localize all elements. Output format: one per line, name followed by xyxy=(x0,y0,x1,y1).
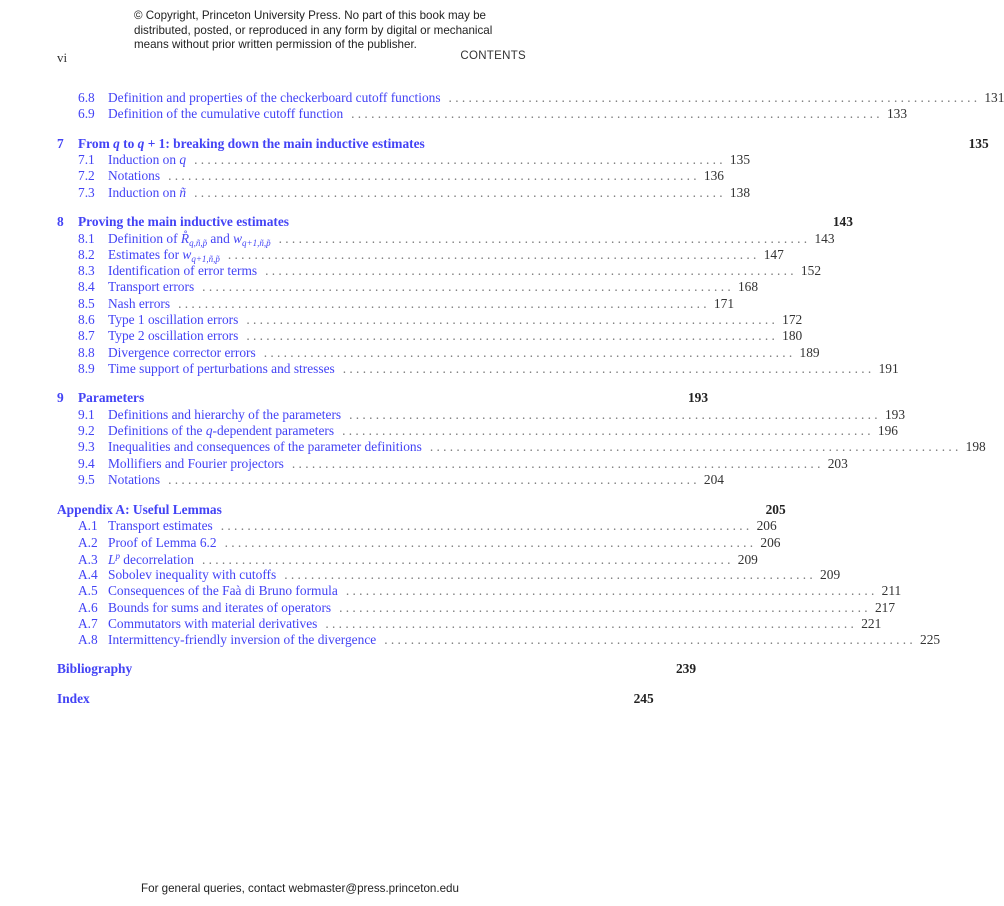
math-fragment: R̊ xyxy=(180,230,190,246)
entry-title[interactable] xyxy=(108,456,284,472)
entry-page-number: 191 xyxy=(878,360,899,376)
dot-leader: ................................................................................ xyxy=(351,106,883,122)
title-text: Parameters xyxy=(78,390,145,406)
dot-leader: ................................................................................ xyxy=(349,406,881,422)
dot-leader: ................................................................................ xyxy=(168,471,700,487)
entry-number: 8.4 xyxy=(78,279,95,295)
toc-section-entry[interactable] xyxy=(57,567,841,583)
entry-title[interactable] xyxy=(108,616,317,632)
entry-number: 8.9 xyxy=(78,360,95,376)
title-text: Sobolev inequality with cutoffs xyxy=(108,567,277,583)
entry-number: 8.1 xyxy=(78,230,95,246)
toc-section-entry[interactable] xyxy=(57,550,758,568)
title-text: Divergence corrector errors xyxy=(108,344,256,360)
toc-chapter-entry[interactable] xyxy=(57,501,786,518)
title-text: Definition of xyxy=(108,230,181,246)
entry-page-number: 138 xyxy=(729,184,751,200)
title-text: Estimates for xyxy=(108,246,183,262)
math-fragment: q xyxy=(113,135,120,151)
title-text: Identification of error terms xyxy=(108,263,258,279)
entry-title[interactable] xyxy=(108,247,220,264)
entry-title[interactable] xyxy=(108,263,257,279)
entry-title[interactable] xyxy=(108,583,338,599)
entry-number: A.1 xyxy=(78,518,98,534)
entry-number: 8.6 xyxy=(78,312,95,327)
title-text: Transport estimates xyxy=(108,518,213,534)
entry-page-number: 221 xyxy=(861,616,882,631)
entry-page-number: 209 xyxy=(820,567,841,583)
dot-leader: ................................................................................ xyxy=(224,534,757,550)
title-text: Definitions and hierarchy of the parameters xyxy=(108,406,342,422)
math-fragment: w xyxy=(233,230,243,246)
title-text: Time support of perturbations and stresses xyxy=(108,360,335,376)
entry-title[interactable] xyxy=(78,214,289,230)
dot-leader: ................................................................................ xyxy=(345,583,878,599)
toc-section-entry[interactable] xyxy=(57,632,941,648)
toc-section-entry[interactable] xyxy=(57,152,751,168)
entry-number: 9.4 xyxy=(78,455,95,471)
dot-leader: ................................................................................ xyxy=(168,168,700,184)
entry-page-number: 180 xyxy=(782,328,803,344)
entry-title[interactable] xyxy=(108,231,271,248)
entry-title[interactable] xyxy=(78,390,144,406)
entry-page-number: 189 xyxy=(799,344,820,360)
toc-section-entry[interactable] xyxy=(57,455,848,472)
entry-number: 7 xyxy=(57,135,64,151)
dot-leader: ................................................................................ xyxy=(384,632,917,648)
entry-page-number: 239 xyxy=(675,661,697,677)
math-fragment: L xyxy=(108,551,116,567)
title-text: Type 2 oscillation errors xyxy=(108,328,239,344)
toc-section-entry[interactable] xyxy=(57,599,896,616)
dot-leader: ................................................................................ xyxy=(220,518,753,534)
entry-number: A.3 xyxy=(78,551,98,567)
dot-leader: ................................................................................ xyxy=(342,423,874,438)
title-text: Mollifiers and Fourier projectors xyxy=(108,455,284,471)
entry-number: 8.2 xyxy=(78,246,95,262)
title-text: Consequences of the Faà di Bruno formula xyxy=(108,583,338,599)
title-text: Induction on xyxy=(108,184,180,200)
entry-page-number: 143 xyxy=(832,214,853,230)
toc-chapter-entry[interactable] xyxy=(57,661,697,677)
math-fragment: w xyxy=(182,246,192,262)
dot-leader: ................................................................................ xyxy=(429,439,962,455)
entry-page-number: 209 xyxy=(737,551,758,567)
title-text: + 1: breaking down the main inductive estimates xyxy=(144,135,425,151)
title-text: Nash errors xyxy=(108,295,171,311)
math-fragment: q xyxy=(205,423,213,438)
entry-title[interactable] xyxy=(108,518,213,534)
entry-title[interactable] xyxy=(108,106,343,122)
entry-title[interactable] xyxy=(78,136,425,152)
toc-chapter-entry[interactable] xyxy=(57,691,654,707)
toc-section-entry[interactable] xyxy=(57,184,751,201)
entry-page-number: 171 xyxy=(713,295,735,311)
entry-page-number: 152 xyxy=(800,263,822,279)
entry-title[interactable] xyxy=(57,691,90,707)
entry-number: 9 xyxy=(57,390,64,406)
toc-chapter-entry[interactable] xyxy=(57,135,989,152)
dot-leader: ................................................................................ xyxy=(263,344,796,360)
entry-title[interactable] xyxy=(108,472,160,488)
toc-section-entry[interactable] xyxy=(57,344,820,361)
entry-number: 9.1 xyxy=(78,406,95,422)
toc-section-entry[interactable] xyxy=(57,246,784,264)
entry-title[interactable] xyxy=(108,279,194,295)
entry-title[interactable] xyxy=(108,535,217,551)
entry-number: A.5 xyxy=(78,583,98,599)
entry-title[interactable] xyxy=(108,152,186,168)
title-text: Bibliography xyxy=(57,661,133,677)
dot-leader: ................................................................................ xyxy=(342,360,875,376)
entry-number: 9.2 xyxy=(78,423,95,438)
toc-section-entry[interactable] xyxy=(57,616,882,632)
entry-page-number: 135 xyxy=(968,135,989,151)
toc-chapter-entry[interactable] xyxy=(57,390,709,406)
entry-number: A.4 xyxy=(78,567,98,583)
entry-page-number: 245 xyxy=(633,691,654,707)
title-text: Induction on xyxy=(108,152,180,168)
math-fragment: q xyxy=(179,152,187,168)
toc-section-entry[interactable] xyxy=(57,230,835,248)
entry-number: 6.9 xyxy=(78,106,95,122)
running-head: CONTENTS xyxy=(460,50,526,62)
entry-number: 9.3 xyxy=(78,439,95,455)
title-text: Intermittency-friendly inversion of the divergence xyxy=(108,632,377,648)
entry-number: 7.2 xyxy=(78,168,95,184)
dot-leader: ................................................................................ xyxy=(265,263,797,279)
toc-section-entry[interactable] xyxy=(57,471,724,488)
entry-number: 8.8 xyxy=(78,344,95,360)
entry-page-number: 135 xyxy=(729,152,751,168)
entry-number: A.6 xyxy=(78,599,98,615)
title-text: Definition and properties of the checkerboard cutoff functions xyxy=(108,90,441,105)
toc-section-entry[interactable] xyxy=(57,168,724,184)
entry-number: 6.8 xyxy=(78,90,95,105)
entry-title[interactable] xyxy=(57,661,132,677)
entry-number: 7.1 xyxy=(78,152,95,168)
dot-leader: ................................................................................ xyxy=(202,279,734,295)
entry-title[interactable] xyxy=(108,90,441,106)
title-text: Notations xyxy=(108,471,161,487)
entry-page-number: 143 xyxy=(814,230,835,246)
entry-title[interactable] xyxy=(108,567,276,583)
entry-page-number: 193 xyxy=(884,406,906,422)
title-text: Transport errors xyxy=(108,279,195,295)
title-text: Notations xyxy=(108,168,161,184)
entry-number: A.7 xyxy=(78,616,98,631)
entry-page-number: 206 xyxy=(760,534,781,550)
entry-title[interactable] xyxy=(108,328,238,344)
title-text: Commutators with material derivatives xyxy=(108,616,318,631)
title-text: Bounds for sums and iterates of operators xyxy=(108,599,332,615)
entry-title[interactable] xyxy=(108,345,256,361)
entry-title[interactable] xyxy=(108,423,334,439)
dot-leader: ................................................................................ xyxy=(284,567,817,583)
toc-section-entry[interactable] xyxy=(57,295,735,312)
entry-page-number: 211 xyxy=(881,583,902,599)
entry-page-number: 131 xyxy=(984,90,1004,105)
math-fragment: ñ xyxy=(179,184,187,200)
toc-section-entry[interactable] xyxy=(57,328,803,344)
dot-leader: ................................................................................ xyxy=(325,616,858,631)
math-fragment: p xyxy=(115,550,120,561)
entry-page-number: 133 xyxy=(886,106,908,122)
title-text: -dependent parameters xyxy=(212,423,335,438)
entry-title[interactable] xyxy=(108,551,194,568)
entry-page-number: 225 xyxy=(920,632,941,648)
entry-page-number: 217 xyxy=(874,599,896,615)
entry-page-number: 172 xyxy=(782,312,803,327)
title-text: Definition of the cumulative cutoff function xyxy=(108,106,344,122)
entry-page-number: 168 xyxy=(737,279,759,295)
title-text: Proving the main inductive estimates xyxy=(78,214,290,230)
entry-page-number: 204 xyxy=(703,471,724,487)
entry-number: 7.3 xyxy=(78,184,95,200)
toc-section-entry[interactable] xyxy=(57,360,899,377)
entry-title[interactable] xyxy=(108,296,170,312)
entry-title[interactable] xyxy=(108,439,422,455)
entry-page-number: 193 xyxy=(687,390,709,406)
math-fragment: q,ñ,p̃ xyxy=(189,237,208,248)
title-text: Appendix A: Useful Lemmas xyxy=(57,501,222,517)
toc-section-entry[interactable] xyxy=(57,263,822,279)
entry-title[interactable] xyxy=(108,185,186,201)
entry-page-number: 205 xyxy=(765,501,786,517)
toc-section-entry[interactable] xyxy=(57,518,777,534)
entry-number: 9.5 xyxy=(78,471,95,487)
entry-page-number: 198 xyxy=(965,439,986,455)
title-text: Inequalities and consequences of the parameter definitions xyxy=(108,439,422,455)
toc-section-entry[interactable] xyxy=(57,534,781,551)
entry-number: A.8 xyxy=(78,632,98,648)
entry-page-number: 136 xyxy=(703,168,724,184)
title-text: to xyxy=(119,135,138,151)
entry-title[interactable] xyxy=(108,632,376,648)
dot-leader: ................................................................................ xyxy=(291,455,824,471)
dot-leader: ................................................................................ xyxy=(246,328,779,344)
entry-number: 8.3 xyxy=(78,263,95,279)
entry-number: A.2 xyxy=(78,534,98,550)
dot-leader: ................................................................................ xyxy=(201,551,734,567)
dot-leader: ................................................................................ xyxy=(448,90,981,105)
math-fragment: q+1,ñ,p̃ xyxy=(242,237,271,248)
entry-title[interactable] xyxy=(108,600,331,616)
title-text: decorrelation xyxy=(119,551,194,567)
toc-section-entry[interactable] xyxy=(57,279,759,295)
toc-section-entry[interactable] xyxy=(57,439,986,455)
entry-title[interactable] xyxy=(108,361,335,377)
math-fragment: q xyxy=(137,135,145,151)
entry-page-number: 196 xyxy=(877,423,898,438)
entry-page-number: 147 xyxy=(763,246,784,262)
title-text: From xyxy=(78,135,114,151)
title-text: and xyxy=(207,230,234,246)
dot-leader: ................................................................................ xyxy=(278,230,811,246)
entry-number: 8 xyxy=(57,214,64,230)
entry-title[interactable] xyxy=(57,502,222,518)
copyright-notice: © Copyright, Princeton University Press. No part of this book may be distributed, posted, or reproduced in any form by digital or mechanical means without prior written permission of the publisher. xyxy=(134,9,493,51)
toc-section-entry[interactable] xyxy=(57,423,898,439)
dot-leader: ................................................................................ xyxy=(194,184,726,200)
dot-leader: ................................................................................ xyxy=(178,295,710,311)
entry-number: 8.5 xyxy=(78,295,95,311)
entry-title[interactable] xyxy=(108,407,341,423)
entry-title[interactable] xyxy=(108,312,238,328)
toc-section-entry[interactable] xyxy=(57,90,1004,106)
title-text: Type 1 oscillation errors xyxy=(108,312,239,327)
footer-contact: For general queries, contact webmaster@press.princeton.edu xyxy=(141,882,459,895)
math-fragment: q+1,ñ,p̃ xyxy=(191,253,220,264)
entry-title[interactable] xyxy=(108,168,160,184)
page-number: vi xyxy=(57,50,68,65)
dot-leader: ................................................................................ xyxy=(246,312,779,327)
toc-section-entry[interactable] xyxy=(57,583,902,599)
title-text: Index xyxy=(57,691,90,707)
dot-leader: ................................................................................ xyxy=(339,599,871,615)
entry-page-number: 206 xyxy=(756,518,777,534)
dot-leader: ................................................................................ xyxy=(227,246,760,262)
title-text: Definitions of the xyxy=(108,423,206,438)
entry-number: 8.7 xyxy=(78,328,95,344)
toc-section-entry[interactable] xyxy=(57,312,803,328)
toc-chapter-entry[interactable] xyxy=(57,214,853,230)
dot-leader: ................................................................................ xyxy=(194,152,726,168)
entry-page-number: 203 xyxy=(827,455,848,471)
toc-section-entry[interactable] xyxy=(57,406,906,423)
title-text: Proof of Lemma 6.2 xyxy=(108,534,217,550)
toc-section-entry[interactable] xyxy=(57,106,908,122)
